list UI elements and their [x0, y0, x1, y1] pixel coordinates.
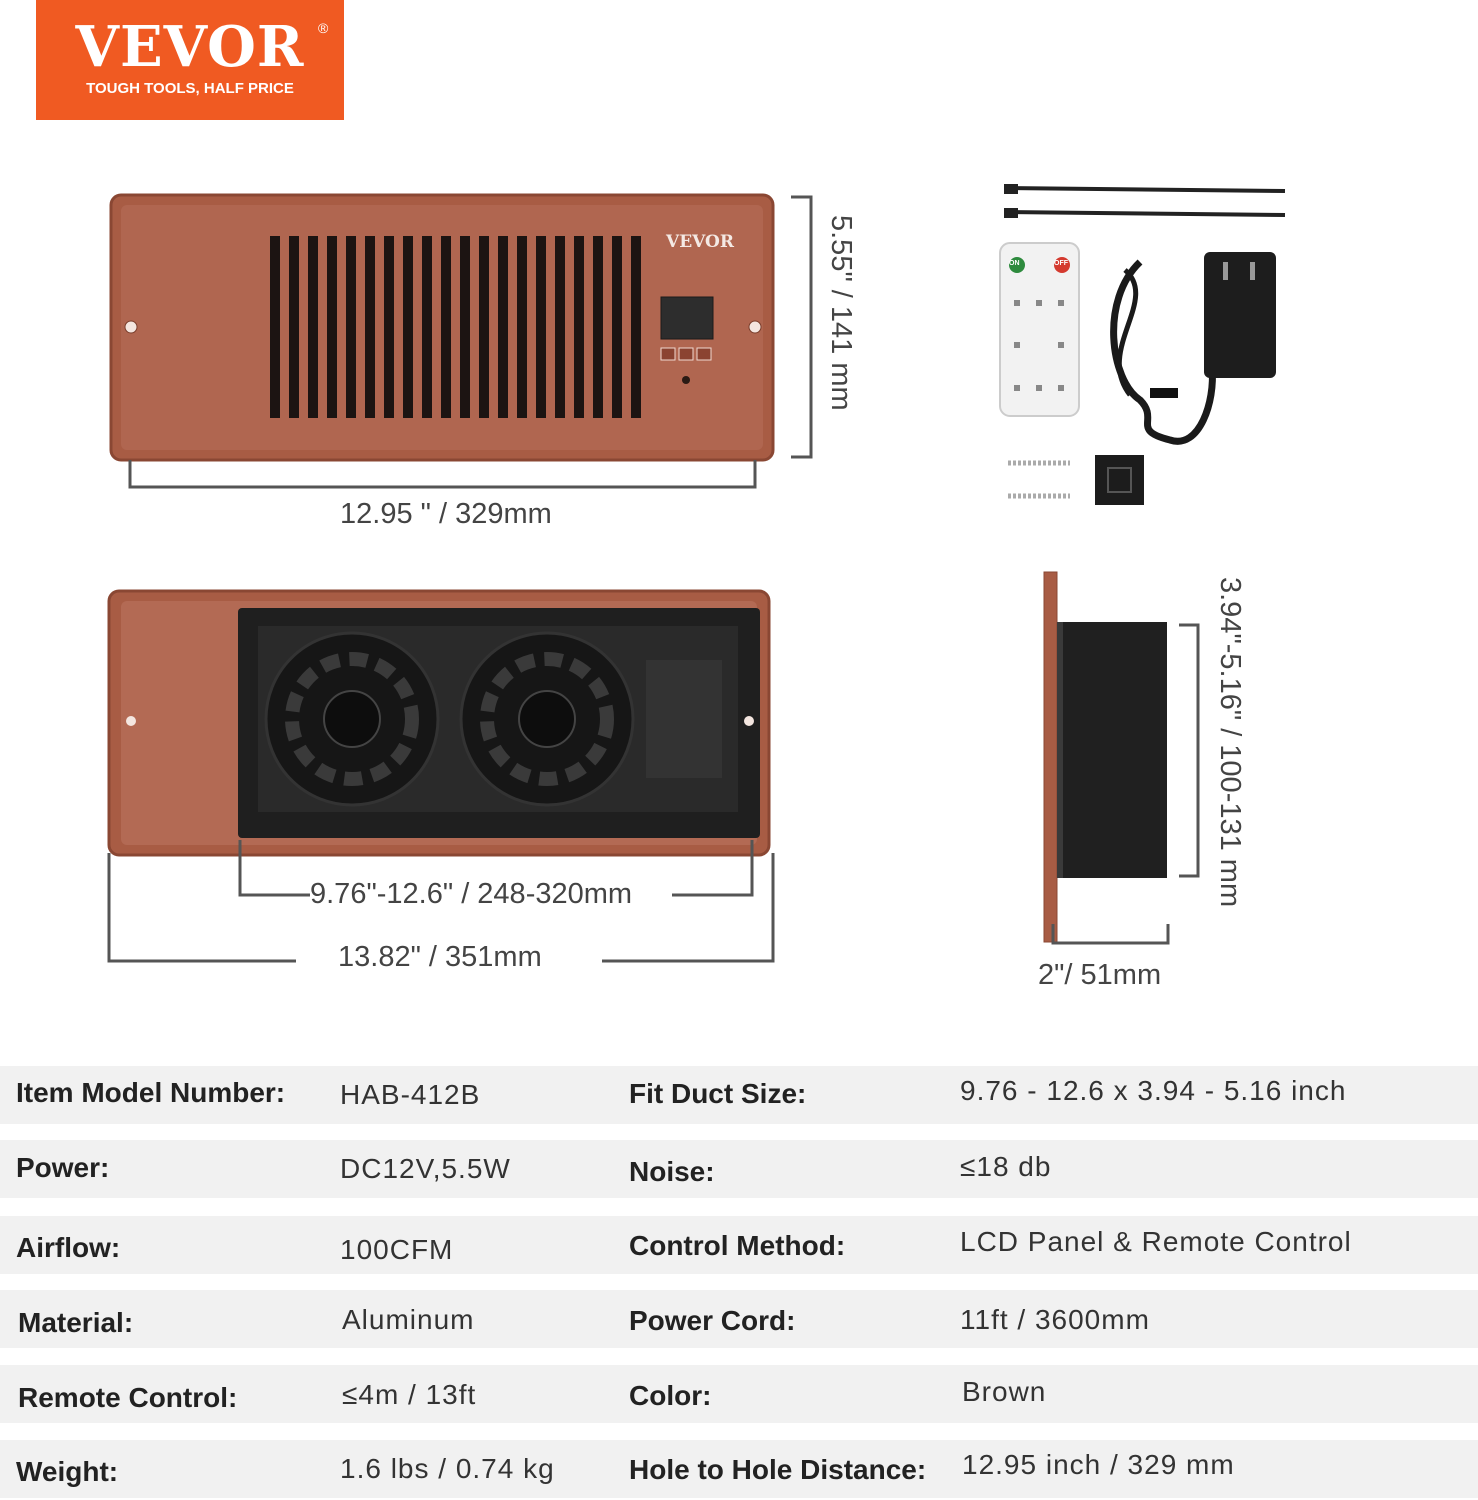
grille-slot — [460, 236, 470, 418]
duct-height-dimension: 3.94"-5.16" / 100-131 mm — [1214, 577, 1246, 908]
spec-value: Brown — [962, 1376, 1047, 1407]
spec-row — [0, 1216, 1478, 1274]
zip-ties-image — [1004, 184, 1285, 218]
remote-on-label: ON — [1009, 260, 1020, 267]
duct-width-dimension: 9.76"-12.6" / 248-320mm — [310, 878, 633, 910]
grille-slot — [517, 236, 527, 418]
spec-row — [0, 1440, 1478, 1498]
brand-name: VEVOR — [75, 14, 305, 80]
spec-label: Weight: — [16, 1456, 119, 1487]
grille-slot — [441, 236, 451, 418]
grille-slot — [631, 236, 641, 418]
panel-brand: VEVOR — [666, 232, 734, 252]
spec-row — [0, 1290, 1478, 1348]
remote-off-label: OFF — [1054, 260, 1068, 267]
grille-slot — [308, 236, 318, 418]
grille-slot — [612, 236, 622, 418]
spec-value: LCD Panel & Remote Control — [960, 1226, 1352, 1257]
spec-value: 11ft / 3600mm — [960, 1304, 1150, 1335]
spec-label: Item Model Number: — [16, 1077, 286, 1108]
grille-slot — [574, 236, 584, 418]
back-view-image — [109, 591, 769, 855]
front-height-dimension: 5.55" / 141 mm — [825, 215, 857, 411]
remote-image — [1000, 243, 1079, 416]
brand-tagline: TOUGH TOOLS, HALF PRICE — [86, 80, 294, 97]
spec-value: DC12V,5.5W — [340, 1153, 511, 1184]
spec-label: Hole to Hole Distance: — [629, 1454, 927, 1485]
spec-label: Remote Control: — [18, 1382, 238, 1413]
spec-value: 100CFM — [340, 1234, 454, 1265]
screws-image — [1008, 463, 1070, 496]
grille-slot — [498, 236, 508, 418]
side-view-image — [1044, 572, 1167, 942]
grille-slot — [384, 236, 394, 418]
hole-to-hole-dimension: 12.95 " / 329mm — [340, 498, 552, 530]
grille-slot — [555, 236, 565, 418]
overall-width-dimension: 13.82" / 351mm — [338, 941, 542, 973]
fan-left — [266, 633, 438, 805]
grille-slot — [536, 236, 546, 418]
grille-slot — [289, 236, 299, 418]
grille-slot — [593, 236, 603, 418]
spec-label: Noise: — [629, 1156, 715, 1187]
spec-value: ≤18 db — [960, 1151, 1052, 1182]
spec-value: HAB-412B — [340, 1079, 481, 1110]
grille-slot — [422, 236, 432, 418]
lcd-display — [661, 297, 713, 339]
grille-slot — [270, 236, 280, 418]
grille-slot — [346, 236, 356, 418]
spec-value: 9.76 - 12.6 x 3.94 - 5.16 inch — [960, 1075, 1347, 1106]
spec-value: 12.95 inch / 329 mm — [962, 1449, 1235, 1480]
spec-value: ≤4m / 13ft — [342, 1379, 477, 1410]
spec-label: Airflow: — [16, 1232, 121, 1263]
grille-slot — [479, 236, 489, 418]
spec-label: Power Cord: — [629, 1305, 796, 1336]
spec-label: Fit Duct Size: — [629, 1078, 807, 1109]
spec-row — [0, 1140, 1478, 1198]
spec-value: 1.6 lbs / 0.74 kg — [340, 1453, 555, 1484]
cable-mount-image — [1095, 455, 1144, 505]
fan-right — [461, 633, 633, 805]
spec-label: Power: — [16, 1152, 110, 1183]
power-adapter-image — [1114, 252, 1276, 441]
spec-row — [0, 1066, 1478, 1124]
spec-label: Control Method: — [629, 1230, 846, 1261]
spec-value: Aluminum — [342, 1304, 475, 1335]
registered-mark: ® — [318, 20, 329, 36]
grille-slot — [327, 236, 337, 418]
grille-slot — [403, 236, 413, 418]
depth-dimension: 2"/ 51mm — [1038, 959, 1162, 991]
spec-row — [0, 1365, 1478, 1423]
spec-label: Color: — [629, 1380, 712, 1411]
grille-slot — [365, 236, 375, 418]
spec-label: Material: — [18, 1307, 134, 1338]
